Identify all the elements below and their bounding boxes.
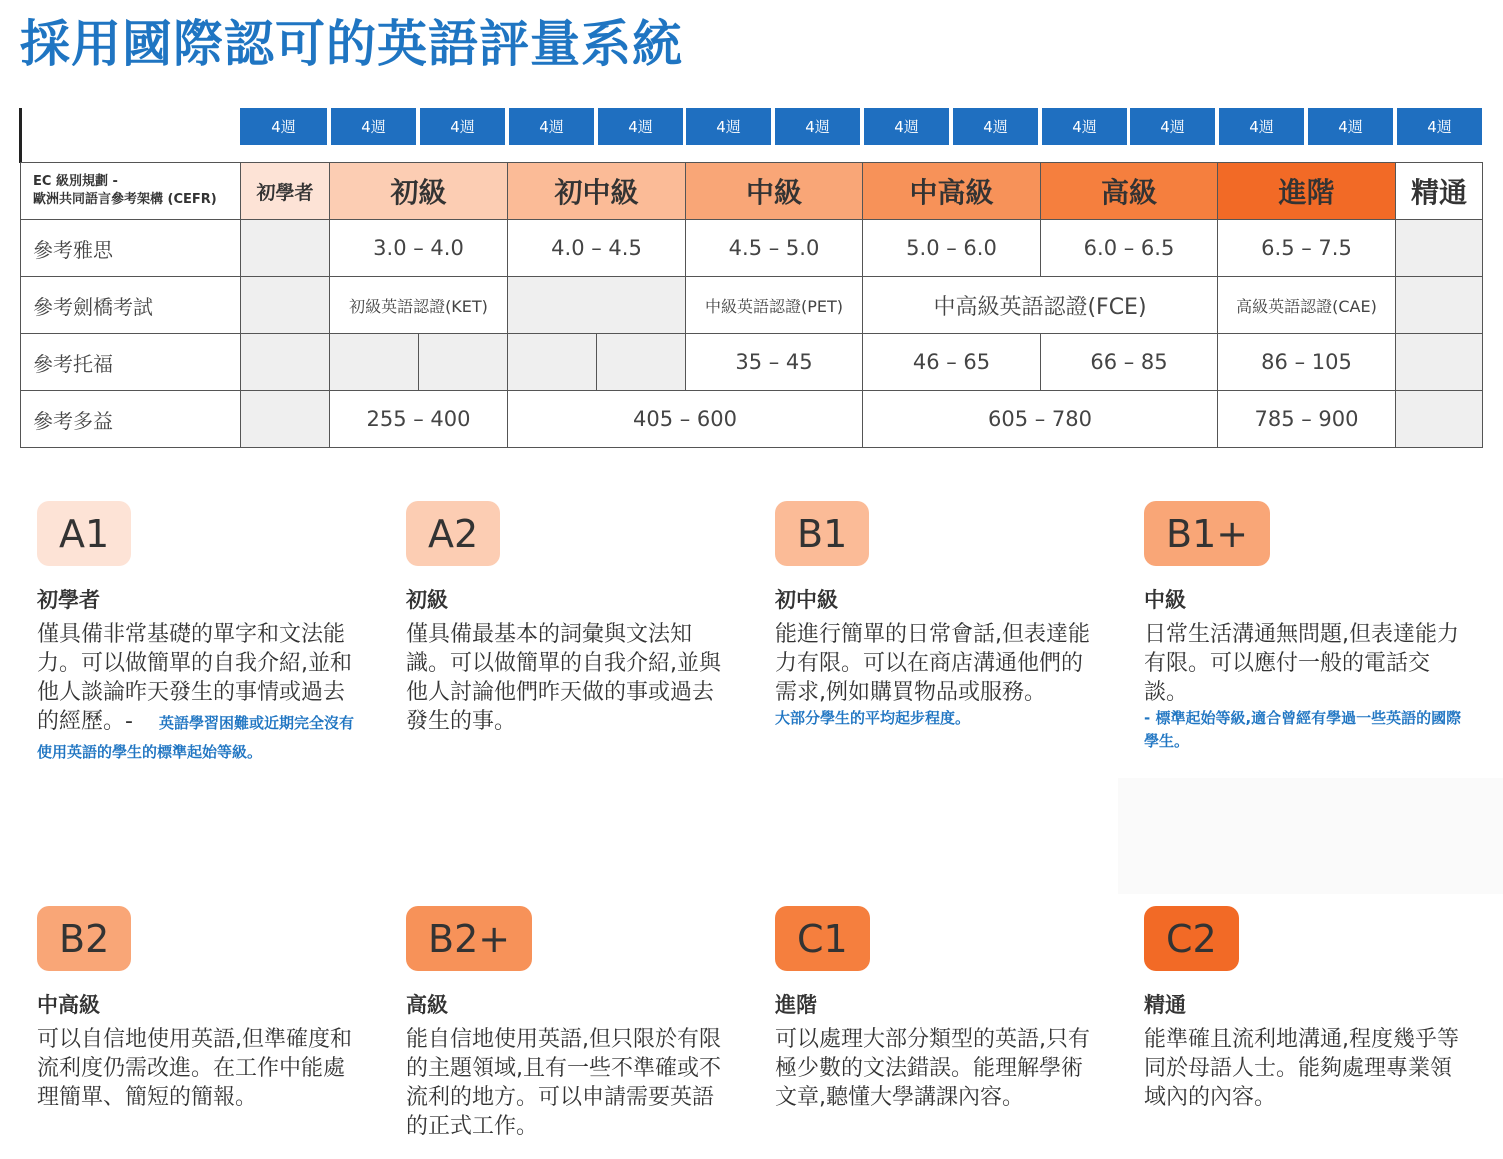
- week-cell: 4週: [598, 108, 683, 145]
- level-note: - 標準起始等級,適合曾經有學過一些英語的國際學生。: [1144, 709, 1462, 750]
- empty-cell: [508, 334, 597, 391]
- empty-cell: [330, 334, 419, 391]
- level-badge: C2: [1144, 906, 1239, 971]
- week-cell: 4週: [509, 108, 594, 145]
- level-pre-intermediate: 初中級: [508, 163, 686, 220]
- level-card-c2: [1144, 906, 1464, 1112]
- week-cell: 4週: [1397, 108, 1482, 145]
- ielts-value: 4.0 – 4.5: [508, 220, 686, 277]
- toefl-value: 66 – 85: [1041, 334, 1218, 391]
- level-note: 大部分學生的平均起步程度。: [775, 709, 971, 727]
- level-description: 能進行簡單的日常會話,但表達能力有限。可以在商店溝通他們的需求,例如購買物品或服務。: [775, 622, 1090, 705]
- ielts-value: 6.0 – 6.5: [1041, 220, 1218, 277]
- level-card-a1: [37, 501, 357, 765]
- ielts-value: 5.0 – 6.0: [863, 220, 1041, 277]
- week-cell: 4週: [686, 108, 771, 145]
- faint-panel: [1118, 778, 1503, 894]
- cefr-label: [21, 163, 241, 220]
- toefl-row: [21, 334, 1483, 391]
- level-badge: B1: [775, 501, 869, 566]
- week-cell: 4週: [420, 108, 505, 145]
- level-card-b1: [775, 501, 1095, 730]
- level-beginner: 初學者: [241, 163, 330, 220]
- level-badge: B1+: [1144, 501, 1270, 566]
- level-description: 可以自信地使用英語,但準確度和流利度仍需改進。在工作中能處理簡單、簡短的簡報。: [37, 1027, 352, 1110]
- level-badge: A2: [406, 501, 500, 566]
- level-description: 日常生活溝通無問題,但表達能力有限。可以應付一般的電話交談。: [1144, 622, 1459, 705]
- cambridge-cae: 高級英語認證(CAE): [1218, 277, 1396, 334]
- empty-cell: [1396, 277, 1483, 334]
- row-label-ielts: 參考雅思: [21, 220, 241, 277]
- level-description: 僅具備最基本的詞彙與文法知識。可以做簡單的自我介紹,並與他人討論他們昨天做的事或過去發生的事。: [406, 622, 721, 734]
- row-label-toeic: 參考多益: [21, 391, 241, 448]
- level-card-a2: [406, 501, 726, 736]
- level-card-c1: [775, 906, 1095, 1112]
- week-cell: 4週: [953, 108, 1038, 145]
- toefl-value: 35 – 45: [686, 334, 863, 391]
- weeks-header: [240, 108, 1482, 145]
- level-elementary: 初級: [330, 163, 508, 220]
- cefr-label-line: EC 級別規劃 -: [33, 174, 118, 189]
- cambridge-row: [21, 277, 1483, 334]
- level-name: 初學者: [37, 588, 100, 612]
- ielts-value: 4.5 – 5.0: [686, 220, 863, 277]
- level-row: [21, 163, 1483, 220]
- level-card-b1-plus: [1144, 501, 1464, 753]
- level-name: 中高級: [37, 993, 100, 1017]
- toefl-value: 46 – 65: [863, 334, 1041, 391]
- row-label-cambridge: 參考劍橋考試: [21, 277, 241, 334]
- week-cell: 4週: [1308, 108, 1393, 145]
- level-intermediate: 中級: [686, 163, 863, 220]
- description-text: 僅具備非常基礎的單字和文法能力。可以做簡單的自我介紹,並和他人談論昨天發生的事情或過去的經歷。-: [37, 622, 352, 734]
- ielts-value: 3.0 – 4.0: [330, 220, 508, 277]
- level-name: 高級: [406, 993, 448, 1017]
- week-cell: 4週: [1130, 108, 1215, 145]
- week-cell: 4週: [331, 108, 416, 145]
- empty-cell: [419, 334, 508, 391]
- week-cell: 4週: [1219, 108, 1304, 145]
- week-cell: 4週: [240, 108, 327, 145]
- level-name: 精通: [1144, 993, 1186, 1017]
- empty-cell: [241, 220, 330, 277]
- level-card-b2-plus: [406, 906, 726, 1141]
- empty-cell: [241, 334, 330, 391]
- cambridge-pet: 中級英語認證(PET): [686, 277, 863, 334]
- level-card-b2: [37, 906, 357, 1112]
- empty-cell: [1396, 220, 1483, 277]
- level-note: 英語學習困難或近期完全沒有使用英語的學生的標準起始等級。: [37, 714, 354, 761]
- empty-cell: [508, 277, 686, 334]
- level-proficient: 精通: [1396, 163, 1483, 220]
- empty-cell: [1396, 334, 1483, 391]
- level-badge: C1: [775, 906, 870, 971]
- cefr-comparison-table: [20, 162, 1483, 448]
- level-name: 初級: [406, 588, 448, 612]
- page-title: 採用國際認可的英語評量系統: [20, 15, 683, 73]
- level-name: 進階: [775, 993, 817, 1017]
- level-description: 能自信地使用英語,但只限於有限的主題領域,且有一些不準確或不流利的地方。可以申請需要英語的正式工作。: [406, 1027, 721, 1139]
- level-higher-advanced: 進階: [1218, 163, 1396, 220]
- level-name: 中級: [1144, 588, 1186, 612]
- level-badge: A1: [37, 501, 131, 566]
- cambridge-ket: 初級英語認證(KET): [330, 277, 508, 334]
- empty-cell: [597, 334, 686, 391]
- toeic-value: 405 – 600: [508, 391, 863, 448]
- level-badge: B2+: [406, 906, 532, 971]
- week-cell: 4週: [775, 108, 860, 145]
- level-description: 能準確且流利地溝通,程度幾乎等同於母語人士。能夠處理專業領域內的內容。: [1144, 1027, 1459, 1110]
- week-cell: 4週: [864, 108, 949, 145]
- ielts-row: [21, 220, 1483, 277]
- level-advanced: 高級: [1041, 163, 1218, 220]
- row-label-toefl: 參考托福: [21, 334, 241, 391]
- level-description: 可以處理大部分類型的英語,只有極少數的文法錯誤。能理解學術文章,聽懂大學講課內容。: [775, 1027, 1090, 1110]
- toeic-value: 785 – 900: [1218, 391, 1396, 448]
- level-badge: B2: [37, 906, 131, 971]
- week-cell: 4週: [1042, 108, 1127, 145]
- empty-cell: [241, 391, 330, 448]
- level-upper-intermediate: 中高級: [863, 163, 1041, 220]
- toefl-value: 86 – 105: [1218, 334, 1396, 391]
- cefr-label-line: 歐洲共同語言參考架構 (CEFR): [33, 192, 217, 207]
- cambridge-fce: 中高級英語認證(FCE): [863, 277, 1218, 334]
- ielts-value: 6.5 – 7.5: [1218, 220, 1396, 277]
- empty-cell: [1396, 391, 1483, 448]
- toeic-value: 605 – 780: [863, 391, 1218, 448]
- toeic-value: 255 – 400: [330, 391, 508, 448]
- level-description: [37, 620, 357, 765]
- left-rule: [19, 108, 22, 163]
- toeic-row: [21, 391, 1483, 448]
- empty-cell: [241, 277, 330, 334]
- level-name: 初中級: [775, 588, 838, 612]
